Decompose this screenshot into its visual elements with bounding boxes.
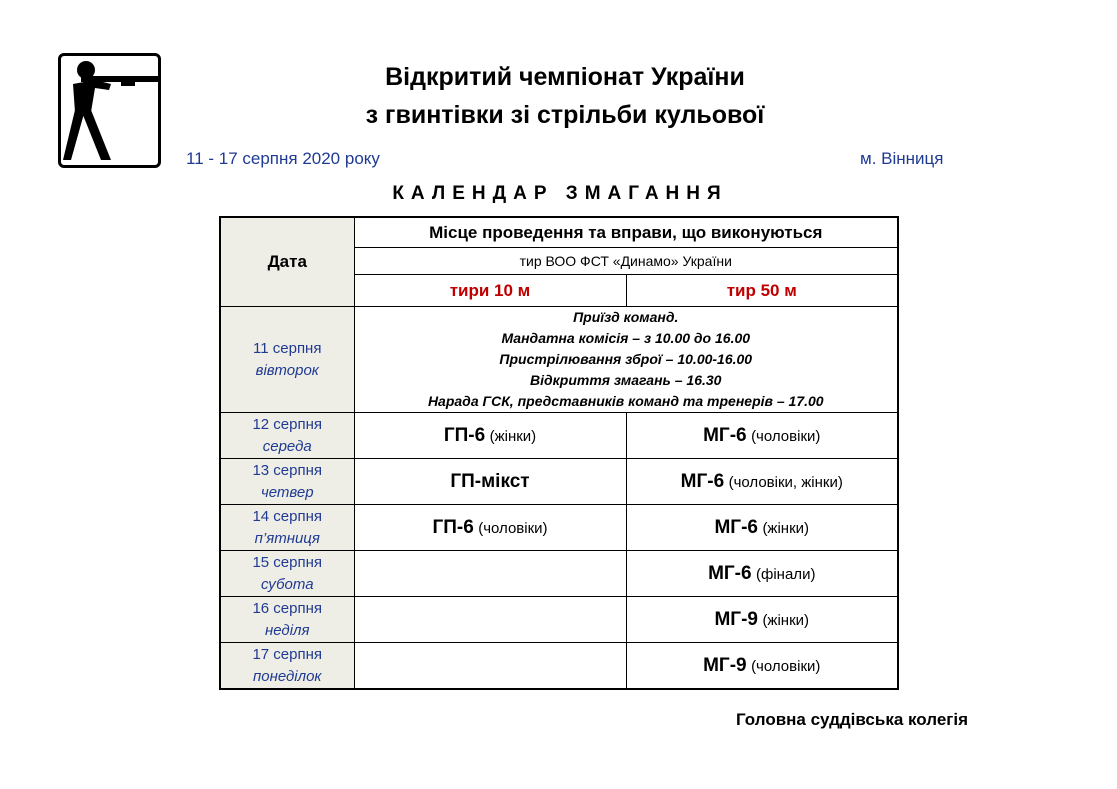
date-text: 11 серпня — [253, 339, 322, 357]
date-text: 13 серпня — [252, 461, 323, 479]
range-10m-event — [354, 551, 626, 597]
event-category: (чоловіки) — [751, 657, 821, 675]
table-row — [220, 413, 898, 459]
event-code: ГП-мікст — [450, 470, 530, 492]
title-line-2: з гвинтівки зі стрільби кульової — [365, 101, 765, 129]
page-title — [300, 58, 830, 134]
event-code: МГ-6 — [708, 562, 752, 584]
table-row — [220, 643, 898, 690]
date-cell — [220, 459, 354, 505]
date-text: 14 серпня — [252, 507, 323, 525]
range-10m-event — [354, 597, 626, 643]
date-cell — [220, 597, 354, 643]
weekday-text: понеділок — [252, 667, 322, 685]
range-10m-header: тири 10 м — [354, 275, 626, 307]
event-category: (жінки) — [489, 427, 537, 445]
place-header: Місце проведення та вправи, що виконуються — [354, 217, 898, 248]
schedule-line: Приїзд команд. — [573, 309, 679, 325]
date-text: 15 серпня — [252, 553, 323, 571]
event-code: МГ-6 — [714, 516, 758, 538]
arrival-schedule — [354, 307, 898, 413]
schedule-line: Нарада ГСК, представників команд та тренерів – 17.00 — [427, 393, 824, 409]
weekday-text: п’ятниця — [254, 529, 320, 547]
table-row — [220, 551, 898, 597]
table-row-day-1 — [220, 307, 898, 413]
date-cell — [220, 643, 354, 690]
date-text: 12 серпня — [252, 415, 323, 433]
event-dates: 11 - 17 серпня 2020 року — [186, 149, 380, 168]
weekday-text: неділя — [264, 621, 310, 639]
table-row — [220, 459, 898, 505]
range-10m-event — [354, 643, 626, 690]
event-code: МГ-9 — [703, 654, 747, 676]
shooter-pictogram — [61, 56, 158, 165]
judges-signature: Головна суддівська колегія — [736, 710, 969, 729]
date-cell — [220, 307, 354, 413]
date-cell — [220, 413, 354, 459]
event-code: МГ-6 — [680, 470, 725, 492]
event-code: МГ-9 — [714, 608, 758, 630]
weekday-text: вівторок — [255, 361, 319, 379]
date-text: 17 серпня — [252, 645, 323, 663]
event-category: (жінки) — [762, 519, 810, 537]
date-cell — [220, 505, 354, 551]
event-code: ГП-6 — [432, 516, 474, 538]
range-50m-event — [626, 413, 898, 459]
range-50m-event — [626, 643, 898, 690]
title-line-1: Відкритий чемпіонат України — [385, 63, 745, 91]
event-code: ГП-6 — [443, 424, 486, 446]
event-category: (чоловіки) — [751, 427, 821, 445]
schedule-line: Мандатна комісія – з 10.00 до 16.00 — [501, 330, 751, 346]
range-50m-header: тир 50 м — [626, 275, 898, 307]
event-category: (чоловіки) — [478, 519, 548, 537]
range-50m-event — [626, 505, 898, 551]
event-city: м. Вінниця — [860, 149, 944, 168]
venue-name: тир ВОО ФСТ «Динамо» України — [354, 248, 898, 275]
range-50m-event — [626, 459, 898, 505]
rifle-shooter-icon — [58, 53, 161, 168]
date-cell — [220, 551, 354, 597]
event-category: (чоловіки, жінки) — [728, 473, 843, 491]
event-category: (жінки) — [762, 611, 810, 629]
range-10m-event — [354, 459, 626, 505]
weekday-text: середа — [262, 437, 312, 455]
event-category: (фінали) — [756, 565, 816, 583]
date-column-header: Дата — [220, 217, 354, 307]
event-code: МГ-6 — [703, 424, 747, 446]
table-row — [220, 597, 898, 643]
table-row — [220, 505, 898, 551]
range-50m-event — [626, 597, 898, 643]
schedule-line: Пристрілювання зброї – 10.00-16.00 — [499, 351, 753, 367]
weekday-text: субота — [260, 575, 314, 593]
weekday-text: четвер — [260, 483, 314, 501]
range-10m-event — [354, 413, 626, 459]
calendar-title: КАЛЕНДАР ЗМАГАННЯ — [392, 183, 728, 204]
range-50m-event — [626, 551, 898, 597]
schedule-line: Відкриття змагань – 16.30 — [530, 372, 722, 388]
date-text: 16 серпня — [252, 599, 323, 617]
competition-calendar-table — [219, 216, 899, 690]
range-10m-event — [354, 505, 626, 551]
